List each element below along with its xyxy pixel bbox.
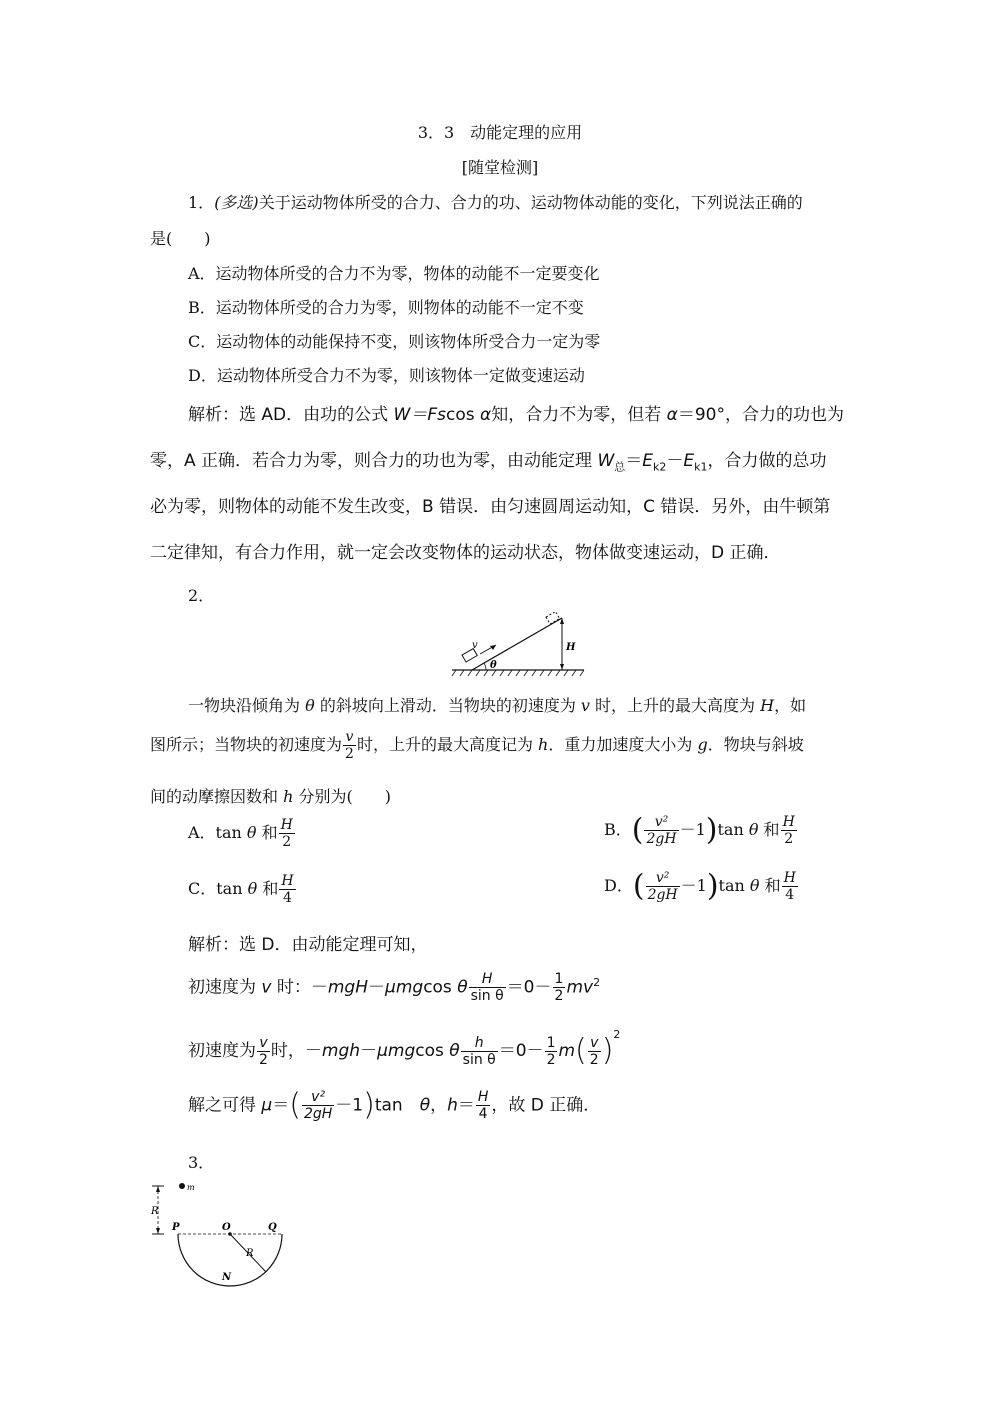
q1-ana-w-sub: 总 (614, 460, 626, 474)
q2-a1-hd: 2 (554, 988, 564, 1004)
fig3-label-q: Q (268, 1222, 277, 1233)
q2-stem-t10: 分别为( ) (293, 787, 391, 806)
q2-a3-eq2: ＝ (457, 1095, 475, 1116)
q2-a3-frac (302, 1090, 334, 1121)
q2-b-he: 和 (758, 820, 780, 839)
q2-stem-t1: 一物块沿倾角为 (188, 696, 306, 715)
q2-stem-h: h (538, 735, 549, 754)
ball-m (179, 1183, 185, 1189)
q2-a2-m: m (558, 1041, 576, 1061)
q1-ana-text5: ，合力做的总功 (707, 451, 827, 471)
q2-a2-t2: 时，－ (270, 1041, 322, 1061)
q2-d-minus: －1 (680, 876, 707, 895)
fig-label-v: v (472, 640, 478, 651)
q2-a1-t1: 初速度为 (188, 977, 262, 998)
q2-c-num: H (281, 873, 294, 889)
q2-a-theta: θ (246, 823, 257, 842)
q1-ana-text4: 零，A 正确．若合力为零，则合力的功也为零，由动能定理 (150, 451, 598, 471)
q2-stem-line3 (150, 784, 391, 807)
q2-a2-fn: h (474, 1034, 484, 1051)
q2-a2-half (545, 1036, 558, 1067)
q2-stem-t8: ．物块与斜坡 (707, 735, 804, 754)
q1-analysis-line1 (188, 400, 844, 425)
q2-a1-sq: 2 (593, 975, 601, 989)
q2-a-he: 和 (256, 823, 278, 842)
q2-b-minus: －1 (679, 820, 706, 839)
q2-b-tan: tan (717, 820, 749, 839)
q2-a3-fd: 2gH (303, 1106, 333, 1122)
q1-ana-eq: ＝ (625, 451, 643, 471)
incline-figure (450, 612, 590, 680)
q2-stem-t9: 间的动摩擦因数和 (150, 787, 284, 806)
q2-d-tan: tan (718, 876, 750, 895)
q1-analysis-line2 (150, 446, 827, 474)
q2-a3-hd: 4 (478, 1106, 488, 1122)
q2-a2-eq: ＝0－ (498, 1041, 544, 1061)
q1-analysis-line3: 必为零，则物体的动能不发生改变，B 错误．由匀速圆周运动知，C 错误．另外，由牛顿第 (150, 497, 831, 517)
q2-a3-fn: v² (311, 1089, 326, 1105)
q2-analysis-line3: 解之可得 μ＝( $\frac{\text{v²}}{2gH}$ －1)tan θ，h＝ $\frac{H}{4}$ ，故 D 正确． (188, 1087, 601, 1123)
q2-a2-sq: 2 (613, 1028, 621, 1041)
q2-a3-tan: tan (374, 1095, 420, 1116)
q2-stem-frac (343, 730, 356, 761)
q2-a3-comma: ， (430, 1095, 448, 1116)
q2-b-den1: 2gH (646, 831, 677, 847)
q2-stem-t5: 图所示；当物块的初速度为 (150, 735, 343, 754)
q2-option-a (188, 818, 296, 849)
q2-a2-hd: 2 (546, 1051, 556, 1068)
q1-ana-text: 解析：选 AD．由功的公式 (188, 405, 394, 425)
q1-ana-cos: cos (445, 405, 480, 425)
fig3-label-n: N (222, 1272, 232, 1283)
q2-d-frac2 (782, 871, 798, 902)
q2-c-theta: θ (247, 879, 258, 898)
incline-slope (472, 618, 562, 670)
q2-a1-half (553, 972, 566, 1003)
q1-ana-k1: k1 (694, 460, 708, 474)
q2-b-theta: θ (748, 820, 759, 839)
q1-ana-alpha2: α (666, 405, 678, 425)
q1-ana-text3: ＝90°，合力的功也为 (677, 405, 844, 425)
q2-stem-t2: 的斜坡向上滑动．当物块的初速度为 (314, 696, 581, 715)
q2-a3-t1: 解之可得 (188, 1095, 262, 1116)
q1-number: 1． (188, 193, 215, 212)
block-dashed (546, 612, 560, 624)
q2-a2-vn2: v (590, 1034, 599, 1051)
q2-d-frac1 (646, 871, 680, 902)
q2-c-den: 4 (282, 890, 292, 906)
q2-a2-minus: － (360, 1041, 378, 1061)
q2-a-den: 2 (282, 834, 292, 850)
q2-a1-frac (469, 972, 506, 1003)
q1-ana-alpha: α (480, 405, 492, 425)
q2-b-frac2 (781, 815, 797, 846)
q2-a2-vfrac2 (588, 1036, 601, 1067)
q1-ana-e1: E (683, 451, 695, 471)
page-title: 3．3 动能定理的应用 (417, 123, 583, 142)
fig-label-theta: θ (490, 660, 497, 671)
q2-analysis-line0: 解析：选 D．由动能定理可知， (188, 935, 428, 955)
q2-a1-mumg: μmg (385, 977, 424, 998)
q2-a1-fn: H (481, 971, 493, 987)
q2-a-label: A．tan (188, 823, 247, 842)
q2-option-c (188, 874, 297, 905)
q1-ana-w: W (597, 451, 615, 471)
q2-a2-mgh: mgh (321, 1041, 361, 1061)
q1-ana-k2: k2 (653, 460, 667, 474)
q2-a2-cos: cos (415, 1041, 450, 1061)
q2-stem-g: g (697, 735, 708, 754)
q2-stem-t3: 时，上升的最大高度为 (589, 696, 761, 715)
q2-a3-hn: H (477, 1089, 489, 1105)
q2-b-frac1 (644, 815, 678, 846)
q2-a1-hn: 1 (554, 971, 564, 987)
q2-a2-mumg: μmg (377, 1041, 416, 1061)
q2-d-theta: θ (749, 876, 760, 895)
q2-d-den2: 4 (785, 887, 795, 903)
q2-d-he: 和 (759, 876, 781, 895)
q2-c-label: C．tan (188, 879, 248, 898)
q2-b-num2: H (782, 814, 795, 830)
q2-a1-eq: ＝0－ (506, 977, 552, 998)
q2-a1-fd: sin θ (470, 988, 504, 1004)
q2-a3-theta: θ (419, 1095, 431, 1116)
q2-c-he: 和 (257, 879, 279, 898)
q2-stem-H: H (760, 696, 775, 715)
q2-stem-t6: 时，上升的最大高度记为 (356, 735, 539, 754)
q2-a2-vd: 2 (259, 1051, 268, 1068)
q2-stem-theta: θ (305, 696, 315, 715)
q1-ana-text2: 知，合力不为零，但若 (491, 405, 667, 425)
q2-a3-minus: －1 (335, 1095, 364, 1116)
q2-stem-v: v (580, 696, 590, 715)
q1-tag: (多选) (214, 193, 259, 212)
q2-a2-vd2: 2 (589, 1051, 599, 1068)
q2-a3-hfrac (476, 1090, 491, 1121)
fig3-label-o: O (222, 1222, 231, 1233)
q2-a1-v: v (261, 977, 272, 998)
section-subtitle: [随堂检测] (461, 158, 539, 177)
q1-option-c: C．运动物体的动能保持不变，则该物体所受合力一定为零 (188, 332, 601, 351)
q1-ana-minus: － (666, 451, 684, 471)
q2-number: 2． (188, 586, 215, 605)
q1-option-b: B．运动物体所受的合力为零，则物体的动能不一定不变 (188, 298, 584, 317)
q1-option-d: D．运动物体所受合力不为零，则该物体一定做变速运动 (188, 366, 585, 385)
q2-a2-t1: 初速度为 (188, 1041, 256, 1061)
q2-analysis-line2: 初速度为 $\frac{v}{2}$ 时，－mgh－μmgcos θ $\frac{h}{\text{sin θ}}$ ＝0－ $\frac{1}{2}$ m( $\frac{v}{2}$ )$^2$ (188, 1028, 621, 1068)
q2-analysis-line1 (188, 972, 600, 1003)
q2-a3-eq: ＝ (272, 1095, 290, 1116)
q2-d-num2: H (783, 870, 796, 886)
q2-a2-theta: θ (449, 1041, 460, 1061)
q2-a1-t2: 时：－ (271, 977, 328, 998)
q2-a2-vfrac (257, 1036, 270, 1067)
q2-a3-h: h (447, 1095, 458, 1116)
q1-option-a: A．运动物体所受的合力不为零，物体的动能不一定要变化 (188, 264, 600, 283)
fig3-label-p: P (172, 1222, 180, 1233)
q2-stem-t7: ．重力加速度大小为 (548, 735, 698, 754)
q2-d-num1: v² (655, 870, 670, 886)
q2-a-frac (279, 818, 295, 849)
q1-ana-e2: E (642, 451, 653, 471)
fig-label-h: H (566, 642, 576, 653)
q1-analysis-line4: 二定律知，有合力作用，就一定会改变物体的运动状态，物体做变速运动，D 正确． (150, 543, 781, 563)
q2-frac-v: v (345, 729, 354, 745)
fig3-label-r1: R (151, 1206, 159, 1217)
q2-b-num1: v² (654, 814, 669, 830)
q2-stem-line1 (188, 693, 806, 716)
q2-c-frac (279, 874, 295, 905)
q2-b-label: B． (604, 820, 632, 839)
q1-stem-text: 关于运动物体所受的合力、合力的功、运动物体动能的变化，下列说法正确的 (258, 193, 803, 212)
fig3-label-m: m (187, 1183, 195, 1192)
q2-stem-line2 (150, 730, 804, 761)
q2-a2-frac (461, 1036, 498, 1067)
q2-stem-h2: h (283, 787, 294, 806)
q2-a2-fd: sin θ (462, 1051, 496, 1068)
q2-a1-mgH: mgH (327, 977, 369, 998)
q1-stem-line2: 是( ) (150, 229, 211, 248)
fig3-label-r2: R (246, 1248, 254, 1259)
q3-number: 3． (188, 1153, 215, 1172)
q2-a-num: H (280, 817, 293, 833)
q2-a2-vn: v (259, 1034, 268, 1051)
q2-b-den2: 2 (784, 831, 794, 847)
q2-a1-mv: mv (566, 977, 594, 998)
q1-stem-line1 (188, 190, 803, 213)
q2-stem-t4: ，如 (774, 696, 807, 715)
q2-a1-theta: θ (457, 977, 468, 998)
q2-a2-hn: 1 (546, 1034, 556, 1051)
q1-ana-formula: W＝Fs (393, 405, 446, 425)
q2-a1-minus: － (368, 977, 386, 998)
q2-option-b: B．( $\frac{\text{v²}}{2gH}$ －1)tan θ 和 $\frac{H}{2}$ (604, 812, 795, 848)
q2-d-label: D． (604, 876, 633, 895)
q2-a3-t2: ，故 D 正确． (491, 1095, 601, 1116)
q2-a3-mu: μ (261, 1095, 273, 1116)
q2-option-d: D．( $\frac{\text{v²}}{2gH}$ －1)tan θ 和 $\frac{H}{4}$ (604, 868, 796, 904)
semicircle-figure (148, 1176, 308, 1296)
q2-a1-cos: cos (423, 977, 458, 998)
q2-frac-2: 2 (345, 746, 354, 762)
q2-d-den1: 2gH (647, 887, 678, 903)
